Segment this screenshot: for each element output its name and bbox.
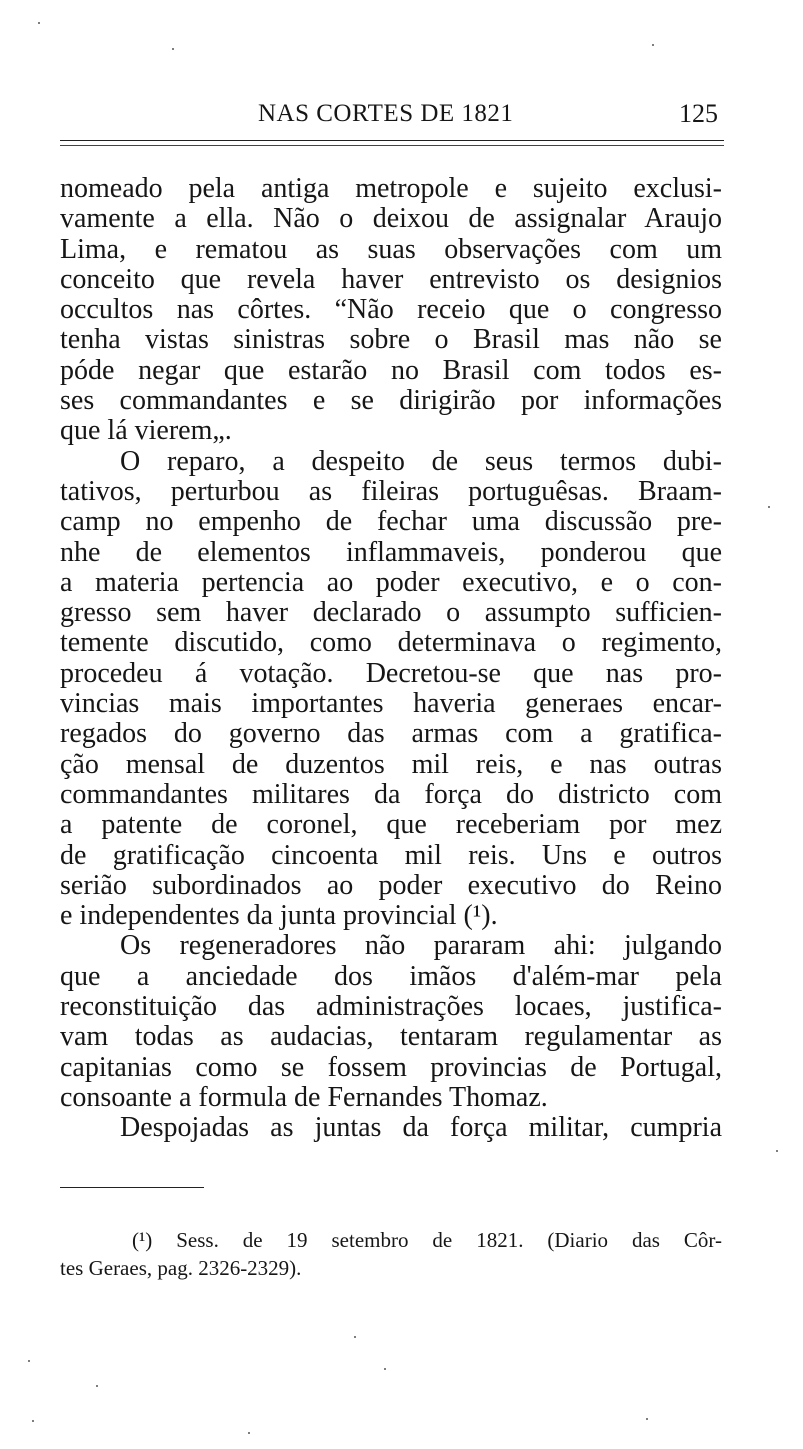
- scan-speck: [96, 1385, 98, 1387]
- text-line: serião subordinados ao poder executivo do Reino: [60, 869, 722, 901]
- text-line: vamente a ella. Não o deixou de assignalar Araujo: [60, 203, 722, 235]
- scan-speck: [28, 1360, 30, 1362]
- text-line: a materia pertencia ao poder executivo, e o con-: [60, 566, 722, 598]
- text-line: a patente de coronel, que receberiam por mez: [60, 809, 722, 841]
- text-line: reconstituição das administrações locaes, justifica-: [60, 991, 722, 1023]
- paragraph-start-line: Os regeneradores não pararam ahi: julgando: [120, 930, 722, 962]
- running-title: NAS CORTES DE 1821: [258, 100, 514, 127]
- scan-speck: [776, 1150, 778, 1152]
- scan-speck: [768, 506, 770, 508]
- text-line: de gratificação cincoenta mil reis. Uns e outros: [60, 839, 722, 871]
- paragraph-end-line: consoante a formula de Fernandes Thomaz.: [60, 1081, 548, 1113]
- text-line: procedeu á votação. Decretou-se que nas pro-: [60, 657, 722, 689]
- footnote-rule: [60, 1187, 204, 1188]
- text-line: tenha vistas sinistras sobre o Brasil mas não se: [60, 324, 722, 356]
- text-line: Lima, e rematou as suas observações com um: [60, 233, 722, 265]
- text-line: que a anciedade dos imãos d'além-mar pela: [60, 960, 722, 992]
- footnote-line: (¹) Sess. de 19 setembro de 1821. (Diario das Côr-: [132, 1228, 722, 1252]
- text-line: vincias mais importantes haveria generaes encar-: [60, 688, 722, 720]
- text-line: commandantes militares da força do districto com: [60, 778, 722, 810]
- text-line: temente discutido, como determinava o regimento,: [60, 627, 722, 659]
- text-line: póde negar que estarão no Brasil com todos es-: [60, 354, 722, 386]
- scan-speck: [646, 1418, 648, 1420]
- text-line: occultos nas côrtes. “Não receio que o congresso: [60, 294, 722, 326]
- scan-speck: [354, 1336, 356, 1338]
- running-head: [60, 94, 722, 134]
- paragraph-end-line: que lá vierem„.: [60, 415, 232, 447]
- paragraph-end-line: e independentes da junta provincial (¹).: [60, 900, 498, 932]
- scan-speck: [172, 48, 174, 50]
- header-rule-secondary: [60, 145, 724, 146]
- scan-speck: [384, 1368, 386, 1370]
- text-line: nomeado pela antiga metropole e sujeito exclusi-: [60, 173, 722, 204]
- footnote: [60, 1226, 722, 1282]
- text-line: conceito que revela haver entrevisto os designios: [60, 263, 722, 295]
- header-rule: [60, 140, 724, 141]
- text-line: nhe de elementos inflammaveis, ponderou que: [60, 536, 722, 568]
- paragraph-start-line: O reparo, a despeito de seus termos dubi-: [120, 445, 722, 477]
- footnote-line: tes Geraes, pag. 2326-2329).: [60, 1256, 302, 1280]
- text-line: gresso sem haver declarado o assumpto sufficien-: [60, 597, 722, 629]
- body-text: [60, 174, 722, 1144]
- text-line: regados do governo das armas com a gratifica-: [60, 718, 722, 750]
- text-line: capitanias como se fossem provincias de Portugal,: [60, 1051, 722, 1083]
- scan-speck: [652, 44, 654, 46]
- scan-speck: [38, 22, 40, 24]
- text-line: tativos, perturbou as fileiras portuguêsas. Braam-: [60, 475, 722, 507]
- scan-speck: [248, 1432, 250, 1434]
- scan-speck: [32, 1420, 34, 1422]
- text-line: ses commandantes e se dirigirão por informações: [60, 385, 722, 417]
- page-number: 125: [679, 99, 718, 128]
- text-line: vam todas as audacias, tentaram regulamentar as: [60, 1021, 722, 1053]
- paragraph-start-line: Despojadas as juntas da força militar, cumpria: [120, 1112, 722, 1144]
- text-line: ção mensal de duzentos mil reis, e nas outras: [60, 748, 722, 780]
- text-line: camp no empenho de fechar uma discussão pre-: [60, 506, 722, 538]
